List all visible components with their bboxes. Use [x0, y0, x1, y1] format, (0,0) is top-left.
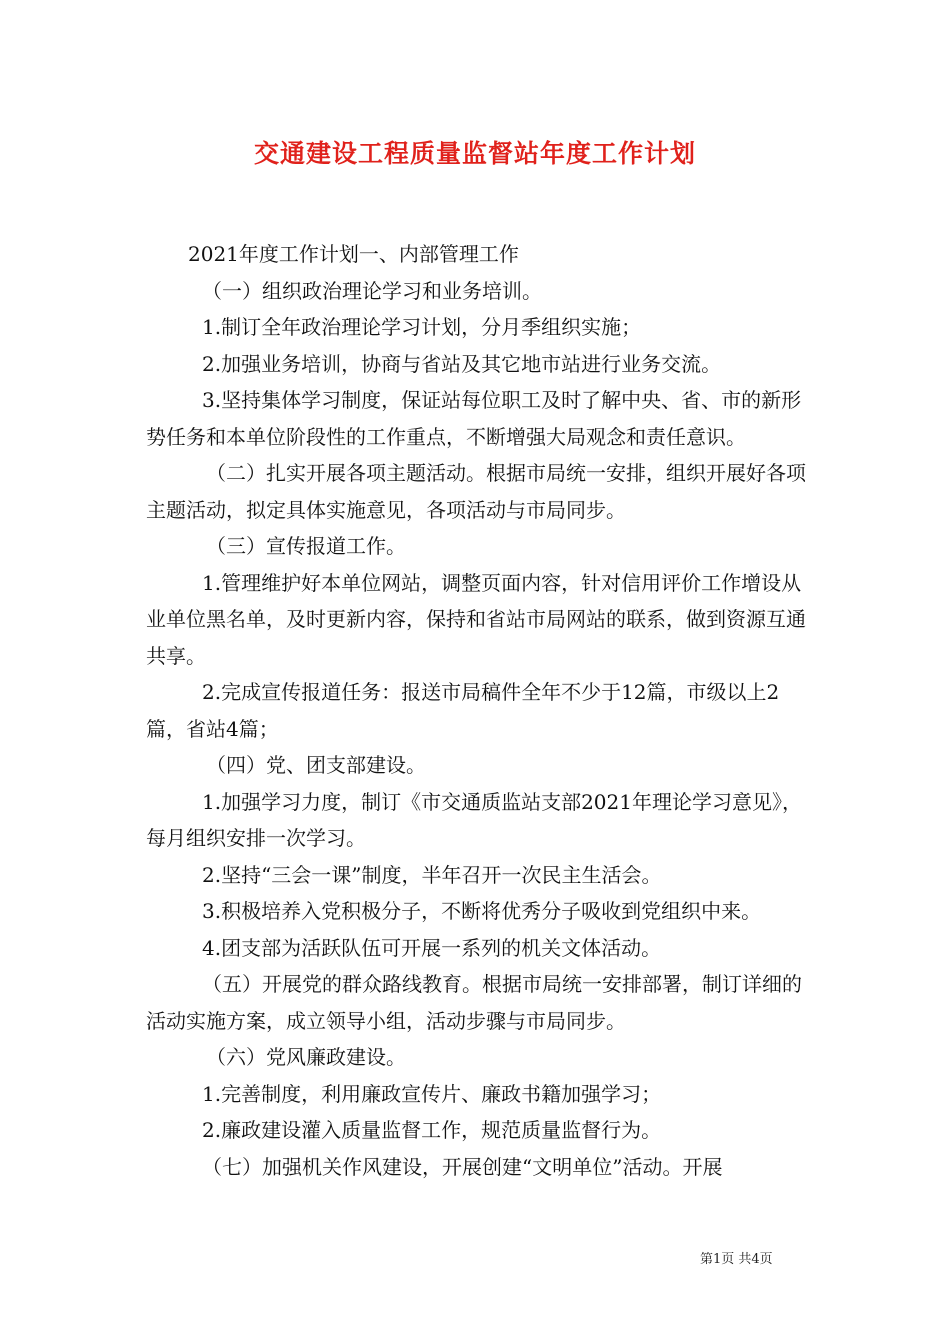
paragraph: （四）党、团支部建设。	[206, 753, 426, 777]
document-title: 交通建设工程质量监督站年度工作计划	[253, 139, 696, 168]
paragraph: 2.完成宣传报道任务：报送市局稿件全年不少于12篇，市级以上2篇，省站4篇；	[146, 680, 780, 741]
paragraph: 4.团支部为活跃队伍可开展一系列的机关文体活动。	[202, 935, 662, 960]
paragraph: 2.加强业务培训，协商与省站及其它地市站进行业务交流。	[202, 351, 722, 376]
paragraph: （一）组织政治理论学习和业务培训。	[202, 278, 542, 303]
paragraph: （六）党风廉政建设。	[206, 1045, 406, 1069]
paragraph: （七）加强机关作风建设，开展创建“文明单位”活动。开展	[202, 1154, 723, 1179]
paragraph: （三）宣传报道工作。	[206, 534, 406, 558]
document-body	[146, 236, 814, 1185]
paragraph: （五）开展党的群众路线教育。根据市局统一安排部署，制订详细的活动实施方案，成立领导小组，活动步骤与市局同步。	[146, 972, 802, 1033]
paragraph: 1.制订全年政治理论学习计划，分月季组织实施；	[202, 315, 642, 339]
paragraph: 2.廉政建设灌入质量监督工作，规范质量监督行为。	[202, 1118, 662, 1142]
paragraph: 1.加强学习力度，制订《市交通质监站支部2021年理论学习意见》，每月组织安排一次学习。	[146, 789, 802, 850]
paragraph: 2.坚持“三会一课”制度，半年召开一次民主生活会。	[202, 862, 662, 887]
paragraph: 3.积极培养入党积极分子，不断将优秀分子吸收到党组织中来。	[202, 899, 762, 923]
page-number: 第1页 共4页	[700, 1252, 773, 1267]
paragraph: 2021年度工作计划一、内部管理工作	[188, 242, 519, 266]
paragraph: （二）扎实开展各项主题活动。根据市局统一安排，组织开展好各项主题活动，拟定具体实施意见，各项活动与市局同步。	[146, 461, 806, 522]
paragraph: 1.管理维护好本单位网站，调整页面内容，针对信用评价工作增设从业单位黑名单，及时更新内容，保持和省站市局网站的联系，做到资源互通共享。	[146, 570, 806, 668]
paragraph: 3.坚持集体学习制度，保证站每位职工及时了解中央、省、市的新形势任务和本单位阶段性的工作重点，不断增强大局观念和责任意识。	[146, 388, 802, 449]
paragraph: 1.完善制度，利用廉政宣传片、廉政书籍加强学习；	[202, 1081, 662, 1106]
